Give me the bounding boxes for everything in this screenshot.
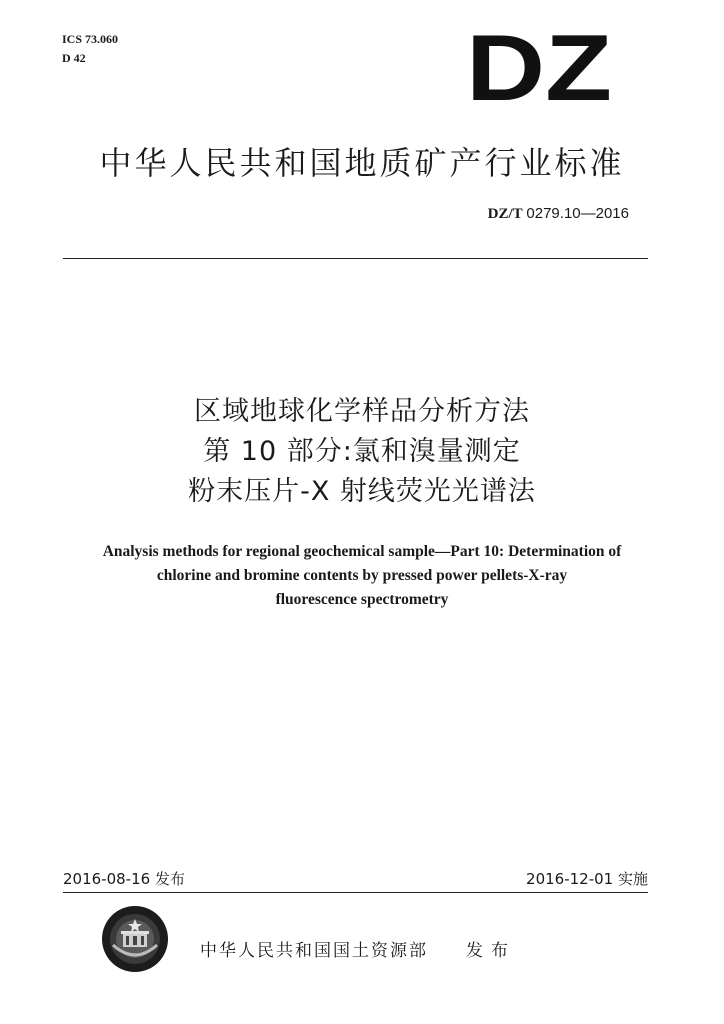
english-title: [40, 540, 684, 612]
english-title-line-3: fluorescence spectrometry: [275, 591, 449, 608]
chinese-title-line-2: 第 10 部分:氯和溴量测定: [203, 436, 521, 467]
implementation-date: 2016-12-01 实施: [526, 870, 648, 888]
issue-date: 2016-08-16 发布: [63, 870, 185, 888]
english-title-line-1: Analysis methods for regional geochemical sample—Part 10: Determination of: [102, 543, 622, 560]
chinese-title-line-3: 粉末压片-X 射线荧光光谱法: [188, 476, 536, 507]
publish-label: 发布: [466, 941, 516, 961]
national-emblem-seal-icon: [101, 905, 169, 973]
standard-number: [488, 205, 629, 223]
standard-number-value: 0279.10—2016: [526, 205, 629, 222]
ics-code: ICS 73.060: [62, 32, 119, 46]
classification-codes: [62, 30, 118, 68]
chinese-title: [0, 392, 724, 512]
footer-divider: [63, 892, 648, 893]
ccs-code: D 42: [62, 51, 86, 65]
standard-number-prefix: DZ/T: [487, 206, 523, 222]
english-title-line-2: chlorine and bromine contents by pressed power pellets-X-ray: [156, 567, 568, 584]
dz-logo: [466, 30, 612, 104]
logo-text: DZ: [466, 30, 612, 104]
chinese-title-line-1: 区域地球化学样品分析方法: [194, 396, 530, 427]
standard-category: 中华人民共和国地质矿产行业标准: [99, 144, 625, 182]
publisher-name: 中华人民共和国国土资源部: [200, 941, 428, 961]
header-divider: [63, 258, 648, 259]
